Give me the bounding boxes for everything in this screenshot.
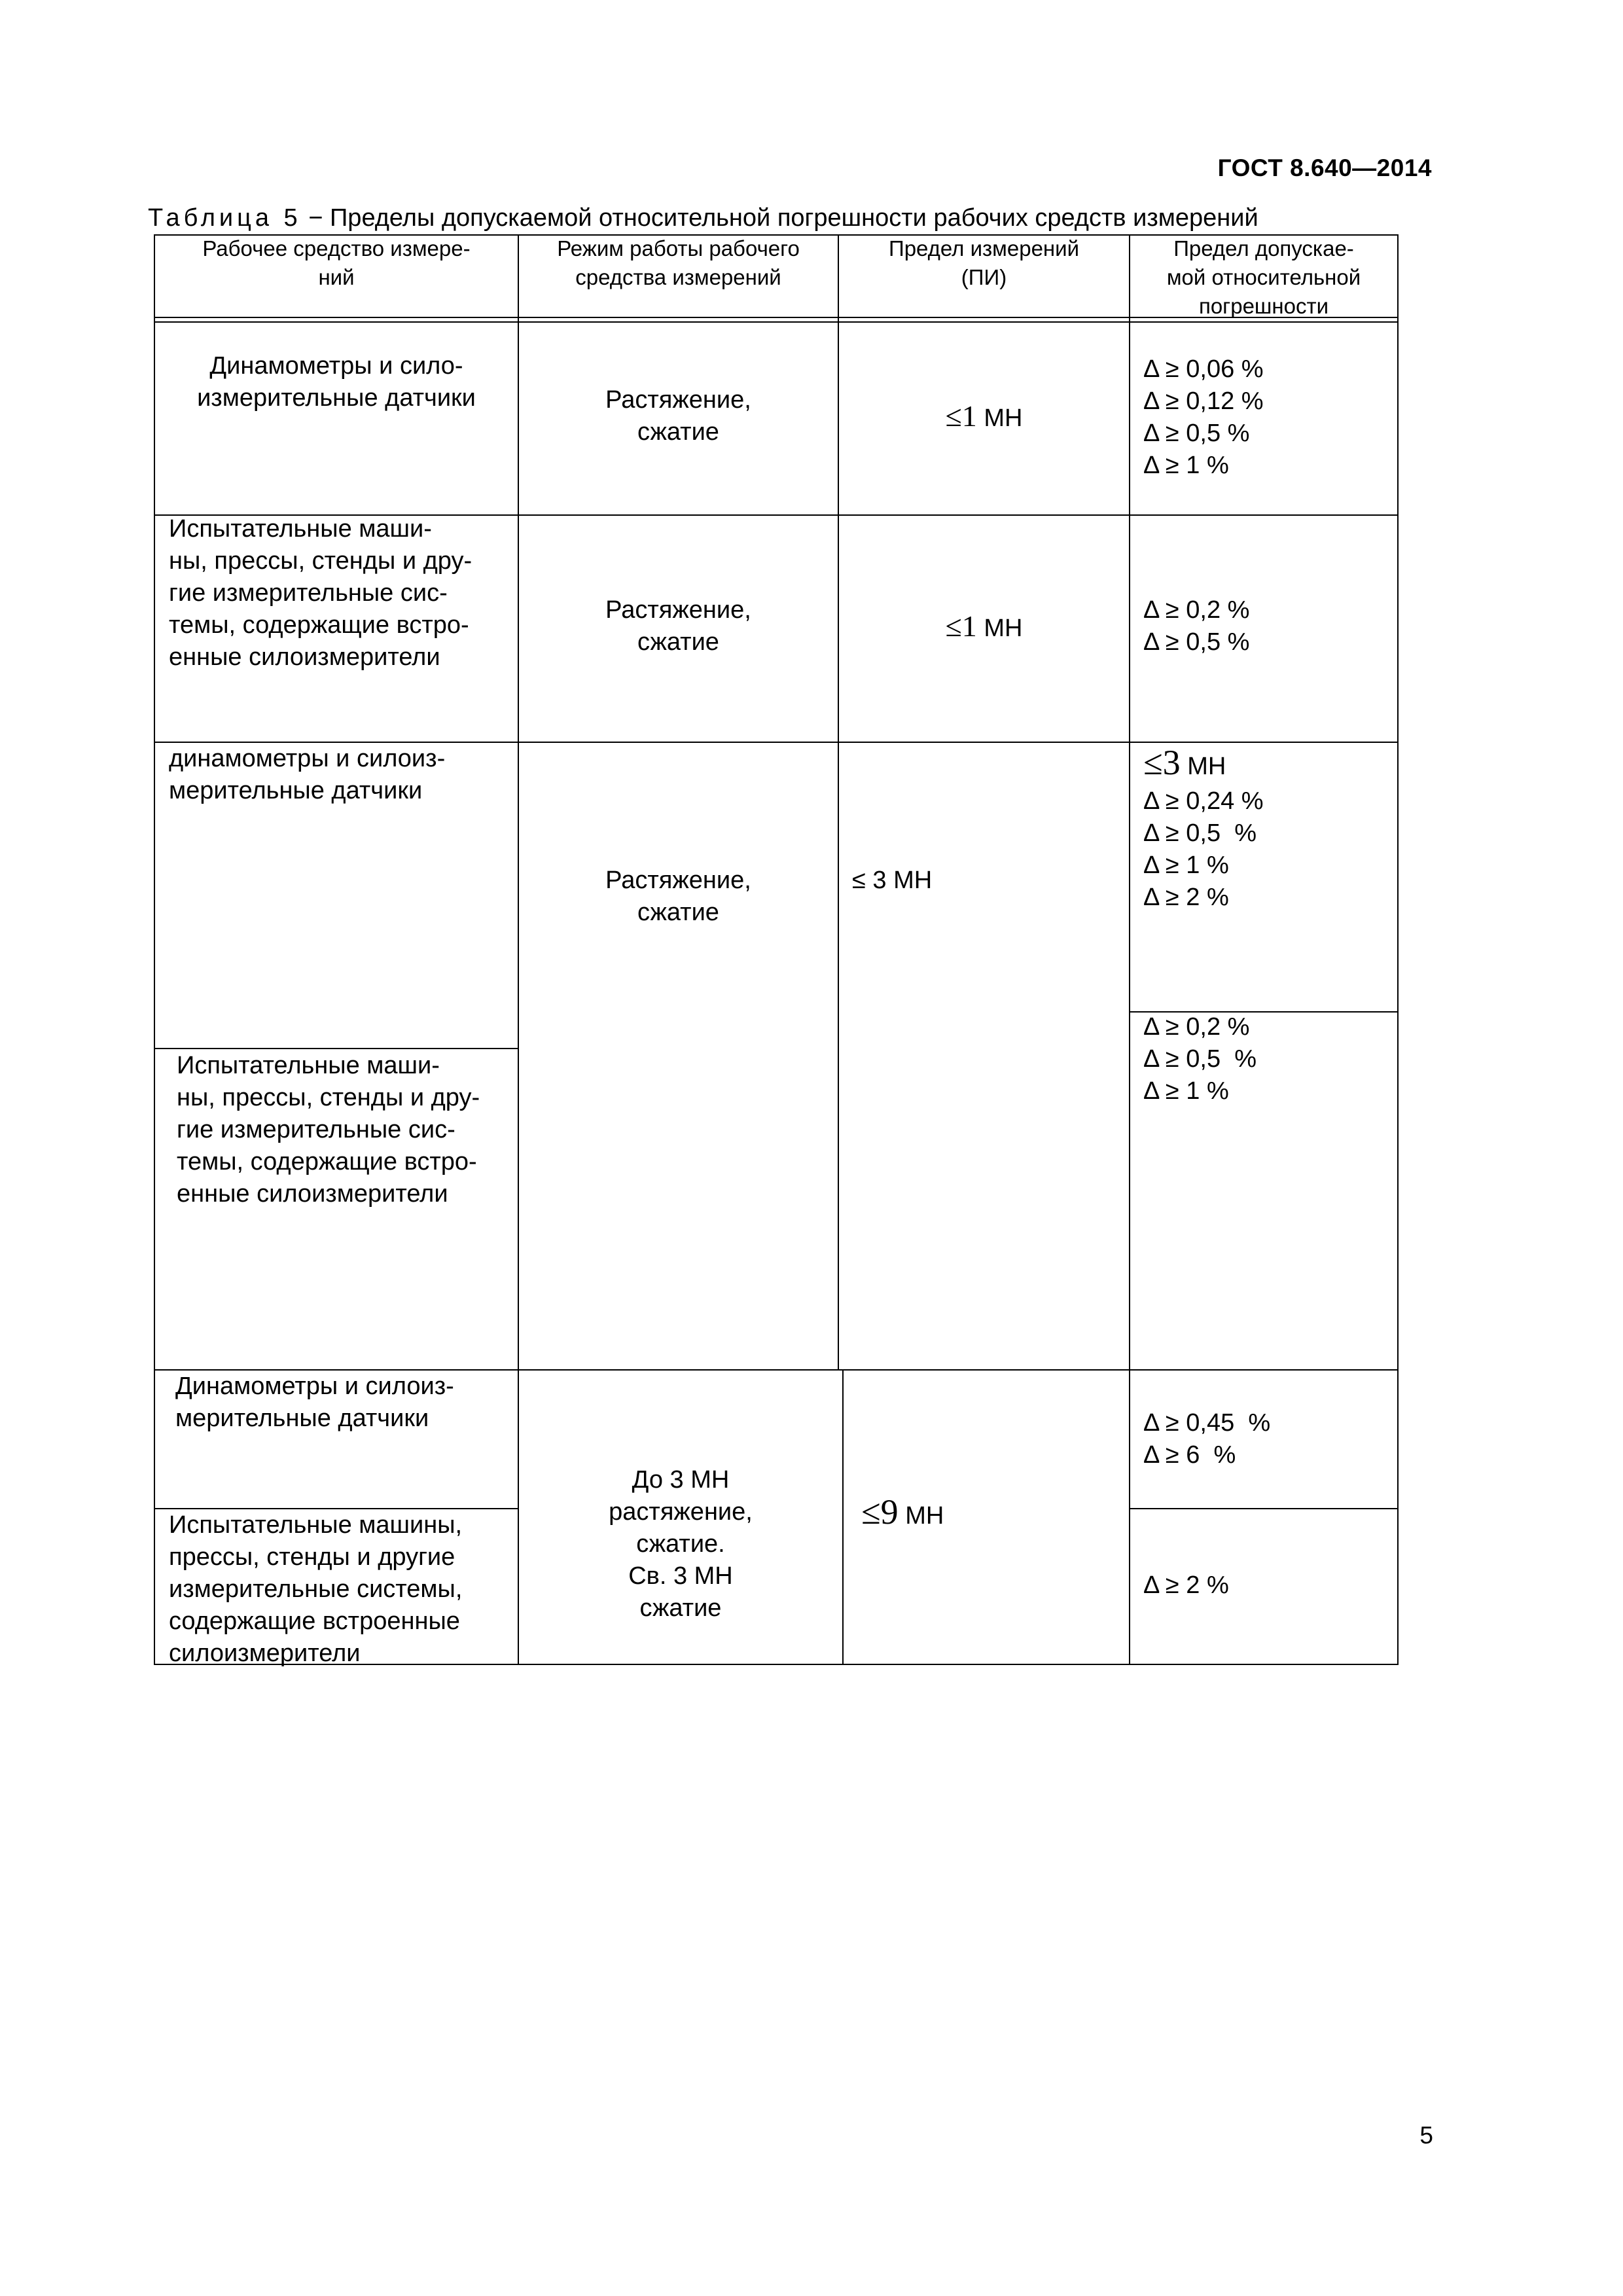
row3-instrument-a: динамометры и силоиз- мерительные датчики [169,745,446,804]
row2-instrument: Испытательные маши- ны, прессы, стенды и дру- гие измерительные сис- темы, содержащие встро- енные силоизмерители [169,515,473,671]
row3-errors-a [1143,744,1392,914]
row3-errors-a-symbol: ≤3 [1143,743,1181,782]
col3-divider [1129,234,1130,1665]
header-double-border [155,321,1399,323]
row3-instrument-b: Испытательные маши- ны, прессы, стенды и дру- гие измерительные сис- темы, содержащие встро- енные силоизмерители [177,1052,480,1208]
error-value: Δ ≥ 1 % [1143,1077,1229,1105]
error-value: Δ ≥ 2 % [1143,884,1229,911]
row4-limit-unit: МН [905,1502,944,1530]
standard-code: ГОСТ 8.640—2014 [1217,154,1432,181]
row2-limit-unit: МН [984,615,1023,642]
row3-instrument-split [155,1048,519,1049]
error-value: Δ ≥ 0,12 % [1143,387,1264,415]
row3-errors-a-unit: МН [1187,753,1226,780]
row4-errors-b [1143,1570,1392,1602]
row1-mode: Растяжение, сжатие [605,386,751,446]
error-value: Δ ≥ 0,2 % [1143,1013,1250,1041]
row2-errors [1143,594,1392,658]
row1-limit [839,400,1129,435]
error-value: Δ ≥ 0,24 % [1143,787,1264,815]
table-right-border [1397,234,1399,1665]
error-value: Δ ≥ 0,45 % [1143,1409,1271,1437]
header-mode: Режим работы рабочего средства измерений [557,236,800,289]
row1-limit-symbol: ≤1 [945,399,977,433]
error-value: Δ ≥ 0,5 % [1143,1045,1257,1073]
row2-mode: Растяжение, сжатие [605,596,751,656]
row1-errors [1143,353,1392,482]
table-caption [148,204,1258,232]
error-value: Δ ≥ 0,5 % [1143,819,1257,847]
header-limit: Предел измерений (ПИ) [888,236,1080,289]
row4-limit [861,1492,1123,1532]
col1-divider [518,234,519,1665]
header-error: Предел допускае- мой относительной погрешности [1166,236,1361,318]
error-value: Δ ≥ 6 % [1143,1441,1236,1469]
row2-limit-symbol: ≤1 [945,609,977,643]
row1-instrument: Динамометры и сило- измерительные датчики [197,352,476,412]
error-value: Δ ≥ 1 % [1143,452,1229,479]
row4-instrument-b: Испытательные машины, прессы, стенды и другие измерительные системы, содержащие встроенные силоизмерители [169,1511,463,1667]
error-value: Δ ≥ 1 % [1143,852,1229,879]
row1-limit-unit: МН [984,404,1023,432]
row3-errors-a-header [1143,744,1392,785]
error-value: Δ ≥ 0,2 % [1143,596,1250,624]
error-value: Δ ≥ 0,5 % [1143,628,1250,656]
table-left-border [154,234,155,1665]
row3-limit: ≤ 3 МН [852,867,933,894]
row2-limit [839,610,1129,645]
row4-error-split [1130,1508,1399,1509]
caption-text: − Пределы допускаемой относительной погрешности рабочих средств измерений [301,204,1258,232]
row4-mode: До 3 МН растяжение, сжатие. Св. 3 МН сжатие [609,1466,753,1622]
row4-instrument-a: Динамометры и силоиз- мерительные датчики [175,1372,454,1432]
row4-limit-symbol: ≤9 [861,1492,899,1532]
row3-errors-b [1143,1011,1392,1107]
col2-divider-lower [842,1369,844,1665]
row3-mode: Растяжение, сжатие [605,867,751,926]
error-value: Δ ≥ 0,5 % [1143,420,1250,447]
row4-errors-a [1143,1407,1392,1471]
error-value: Δ ≥ 2 % [1143,1571,1229,1599]
header-instrument: Рабочее средство измере- ний [202,236,471,289]
error-value: Δ ≥ 0,06 % [1143,355,1264,383]
page-number: 5 [1419,2122,1433,2149]
caption-prefix: Таблица 5 [148,204,302,232]
